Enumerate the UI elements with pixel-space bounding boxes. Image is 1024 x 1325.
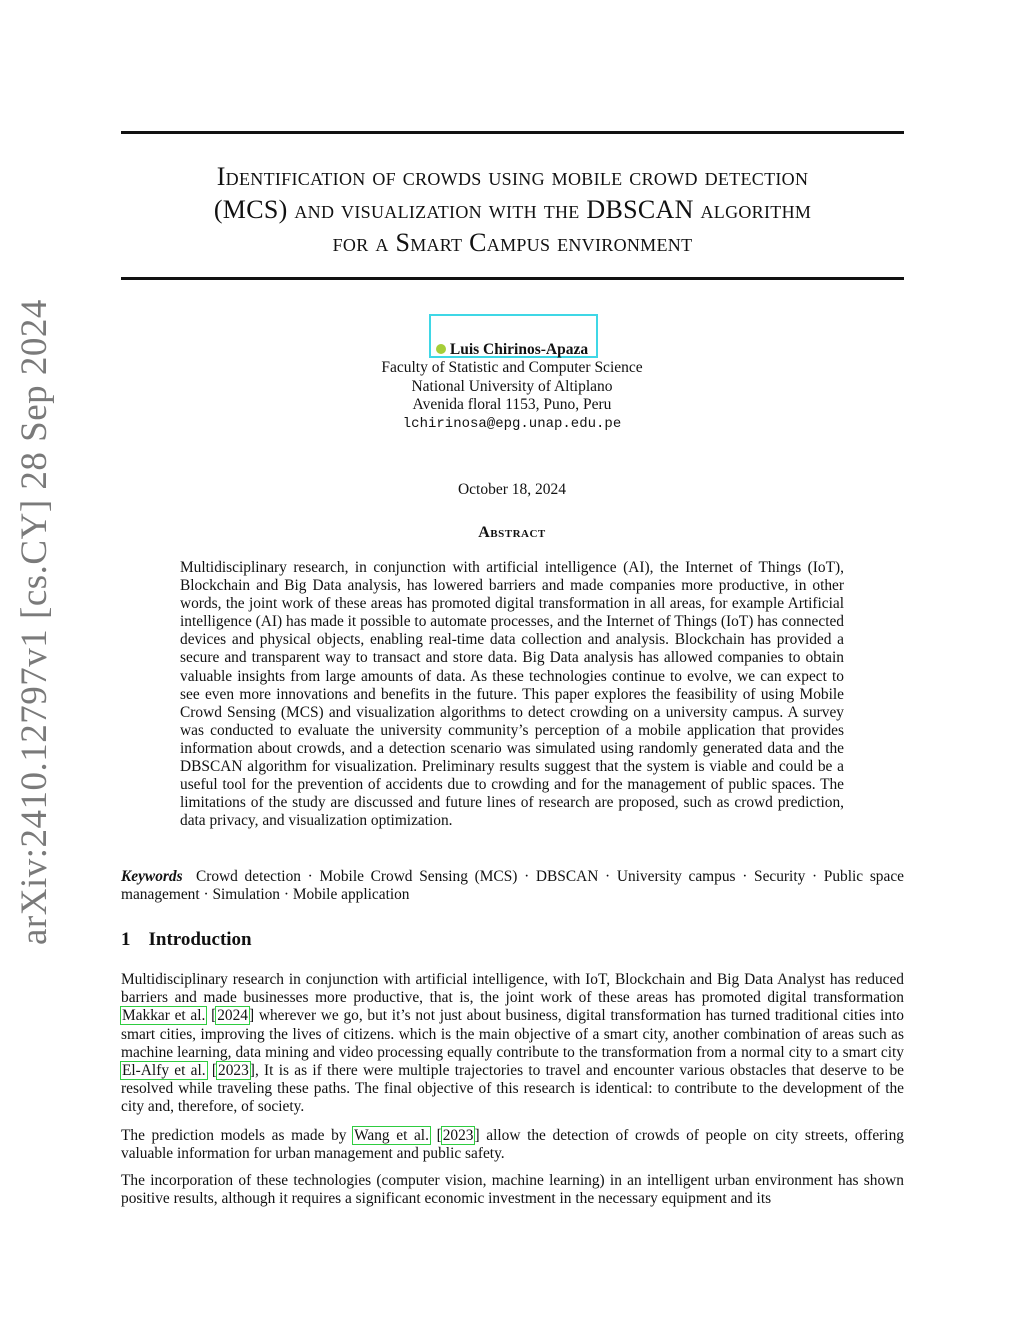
affiliation-line: Faculty of Statistic and Computer Science — [381, 359, 643, 376]
paper-title — [121, 160, 904, 259]
abstract-heading: Abstract — [478, 524, 546, 541]
author-affiliation — [0, 359, 1024, 433]
title-line-3: for a Smart Campus environment — [332, 228, 693, 257]
section-heading — [121, 929, 252, 951]
citation-link[interactable]: Makkar et al. — [122, 1007, 206, 1025]
citation-year-link[interactable]: 2024 — [217, 1007, 248, 1025]
paragraph-text: , It is as if there were multiple trajectories to travel and encounter various obstacles that deserve to be resolved while traveling these paths. The final objective of this research is identical: to contribute to the development of the city and, therefore, of society. — [121, 1062, 904, 1116]
affiliation-line: National University of Altiplano — [411, 377, 613, 395]
title-line-2: (MCS) and visualization with the DBSCAN algorithm — [213, 195, 812, 224]
citation-year-link[interactable]: 2023 — [442, 1127, 474, 1144]
author-name[interactable]: Luis Chirinos-Apaza — [449, 341, 589, 358]
title-rule-top — [121, 131, 904, 134]
section-number: 1 — [121, 929, 131, 950]
citation-link[interactable]: El-Alfy et al. — [122, 1062, 206, 1080]
paragraph: The incorporation of these technologies (computer vision, machine learning) in an intelligent urban environment has shown positive results, although it requires a significant economic investment in the necessary equipment and its — [121, 1172, 904, 1208]
keywords — [121, 868, 904, 904]
paper-date: October 18, 2024 — [457, 481, 567, 498]
paragraph-text: wherever we go, but it’s not just about business, digital transformation has turned traditional cities into smart cities, improving the lives of citizens. which is the main objective of a smart city, another combination of areas such as machine learning, data mining and video processing equally contribute to the transformation from a normal city to a smart city — [121, 1007, 904, 1061]
title-line-1: Identification of crowds using mobile crowd detection — [216, 162, 809, 191]
keywords-label: Keywords — [121, 868, 183, 885]
paragraph: Multidisciplinary research in conjunction with artificial intelligence, with IoT, Blockchain and Big Data Analyst has reduced barriers and made businesses more productive, that is, the joint work of these areas has promoted digital transformation Makkar et al. [2024] wherever we go, but it’s not just about business, digital transformation has turned traditional cities into smart cities, improving the lives of citizens. which is the main objective of a smart city, another combination of areas such as machine learning, data mining and video processing equally contribute to the transformation from a normal city to a smart city El-Alfy et al. [2023], It is as if there were multiple trajectories to travel and encounter various obstacles that deserve to be resolved while traveling these paths. The final objective of this research is identical: to contribute to the development of the city and, therefore, of society. — [121, 971, 904, 1116]
author — [0, 340, 1024, 360]
title-rule-bottom — [121, 277, 904, 280]
keywords-text: Crowd detection · Mobile Crowd Sensing (MCS) · DBSCAN · University campus · Security · Public space management · Simulation · Mobile application — [121, 868, 904, 904]
author-email: lchirinosa@epg.unap.edu.pe — [402, 415, 622, 432]
paragraph-text: The prediction models as made by — [121, 1127, 354, 1144]
abstract-text: Multidisciplinary research, in conjunction with artificial intelligence (AI), the Internet of Things (IoT), Blockchain and Big Data analysis, has lowered barriers and made companies more productive, in other words, the joint work of these areas has promoted digital transformation in all areas, for example Artificial intelligence (AI) has made it possible to automate processes, and the Internet of Things (IoT) has connected devices and physical objects, enabling real-time data collection and analysis. Blockchain has provided a secure and transparent way to transact and store data. Big Data analysis has allowed companies to obtain valuable insights from large amounts of data. As these technologies continue to evolve, we can expect to see even more innovations and benefits in the future. This paper explores the feasibility of using Mobile Crowd Sensing (MCS) and visualization algorithms to detect crowding on a university campus. A survey was conducted to evaluate the university community’s perception of a mobile application that provides information about crowds, and a detection scenario was simulated using randomly generated data and the DBSCAN algorithm for visualization. Preliminary results suggest that the system is viable and could be a useful tool for the prevention of accidents due to crowding and for the management of public spaces. The limitations of the study are discussed and future lines of research are proposed, such as crowd prediction, data privacy, and visualization optimization. — [180, 559, 844, 830]
section-title: Introduction — [148, 929, 252, 950]
paragraph-text: allow the detection of crowds of people on city streets, offering valuable information for urban management and public safety. — [121, 1127, 904, 1163]
citation-year-link[interactable]: 2023 — [218, 1062, 249, 1080]
arxiv-identifier: arXiv:2410.12797v1 [cs.CY] 28 Sep 2024 — [14, 299, 55, 945]
orcid-icon[interactable] — [436, 344, 446, 354]
citation-link[interactable]: Wang et al. — [354, 1127, 429, 1144]
paragraph: The prediction models as made by Wang et al. [2023] allow the detection of crowds of people on city streets, offering valuable information for urban management and public safety. — [121, 1127, 904, 1163]
affiliation-line: Avenida floral 1153, Puno, Peru — [412, 396, 612, 413]
paragraph-text: Multidisciplinary research in conjunction with artificial intelligence, with IoT, Blockchain and Big Data Analyst has reduced barriers and made businesses more productive, that is, the joint work of these areas has promoted digital transformation — [121, 971, 904, 1007]
